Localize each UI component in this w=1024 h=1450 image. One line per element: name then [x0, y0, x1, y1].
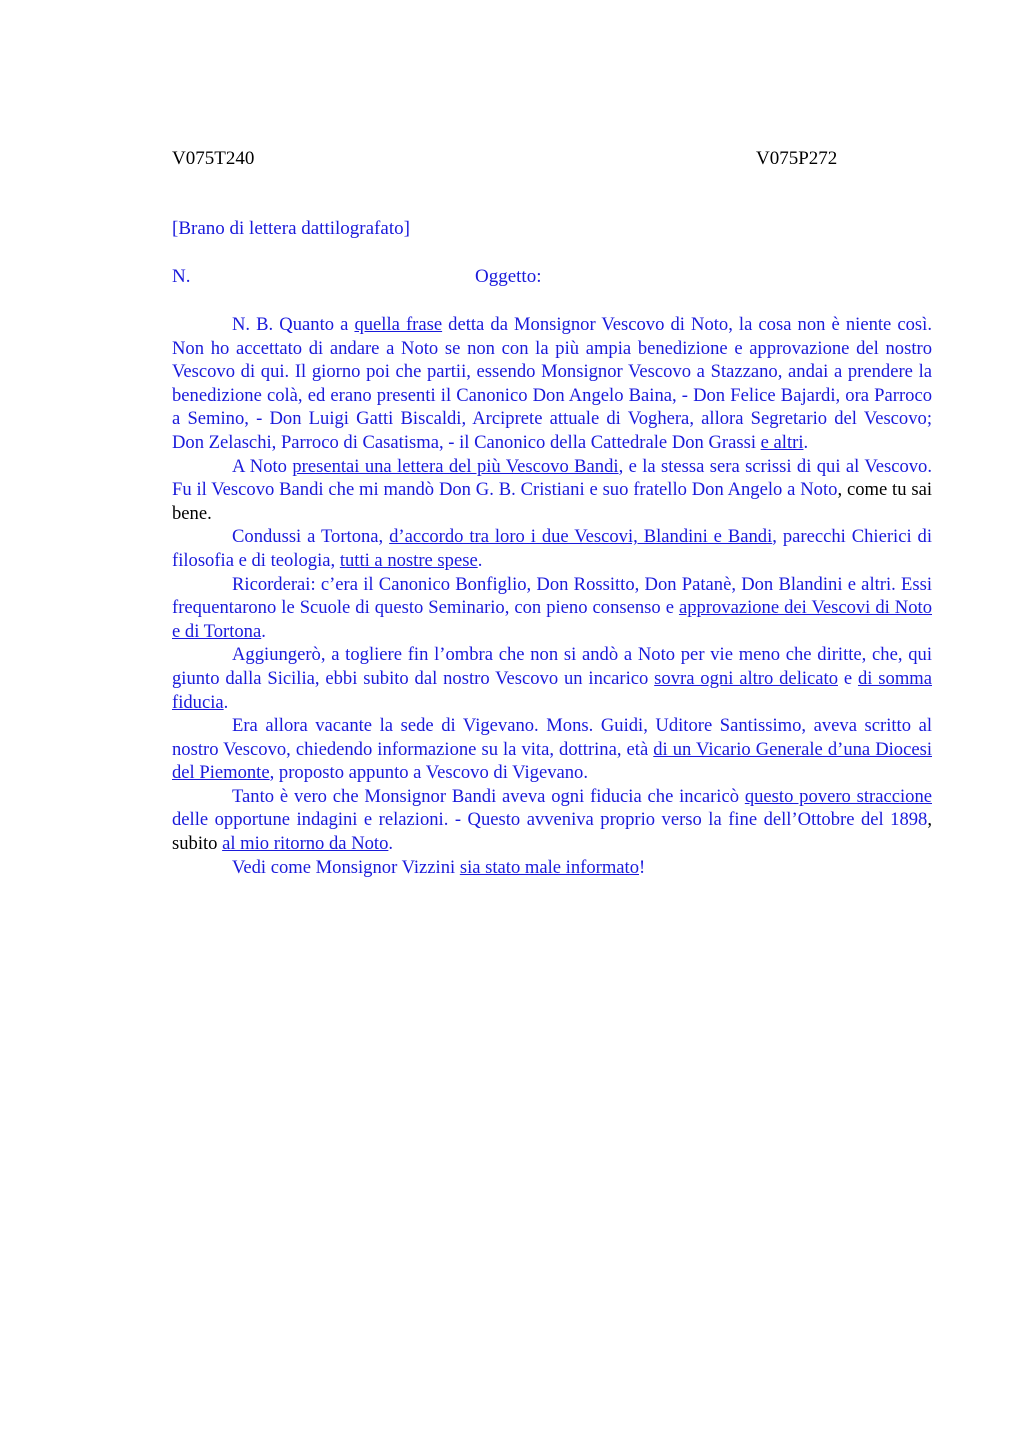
- underlined-phrase: al mio ritorno da Noto: [222, 833, 389, 855]
- editorial-note: [Brano di lettera dattilografato]: [172, 218, 410, 239]
- text-segment: , parecchi Chierici di filosofia e di teologia,: [172, 526, 932, 571]
- document-code-right: V075P272: [756, 148, 838, 169]
- text-segment: Condussi a Tortona,: [232, 526, 390, 548]
- text-segment: .: [223, 691, 229, 713]
- text-segment: A Noto: [232, 455, 293, 477]
- text-segment: Tanto è vero che Monsignor Bandi aveva ogni fiducia che incaricò: [232, 785, 745, 807]
- text-segment: , subito: [172, 809, 932, 855]
- text-segment: .: [388, 833, 394, 855]
- letter-paragraph: [172, 455, 932, 526]
- text-segment: , e la stessa sera scrissi di qui al Vescovo. Fu il Vescovo Bandi che mi mandò Don G. B. Cristiani e suo fratello Don Angelo a Noto: [172, 455, 933, 501]
- letter-paragraph: [172, 525, 932, 572]
- text-segment: delle opportune indagini e relazioni. - Questo avveniva proprio verso la fine dell’Ottobre del 1898: [172, 809, 928, 831]
- underlined-phrase: questo povero straccione: [744, 785, 932, 807]
- text-segment: Aggiungerò, a togliere fin l’ombra che non si andò a Noto per vie meno che diritte, che, qui giunto dalla Sicilia, ebbi subito dal nostro Vescovo un incarico: [172, 644, 932, 689]
- text-segment: .: [803, 431, 809, 453]
- document-code-left: V075T240: [172, 148, 255, 169]
- underlined-phrase: d’accordo tra loro i due Vescovi, Blandini e Bandi: [389, 526, 773, 548]
- text-segment: Ricorderai: c’era il Canonico Bonfiglio, Don Rossitto, Don Patanè, Don Blandini e altri. Essi frequentarono le Scuole di questo Seminario, con pieno consenso e: [172, 573, 932, 619]
- text-segment: !: [639, 856, 646, 878]
- text-segment: detta da Monsignor Vescovo di Noto, la cosa non è niente così. Non ho accettato di andare a Noto se non con la più ampia benedizione e approvazione del nostro Vescovo di qui. Il giorno poi che partii, essendo Monsignor Vescovo a Stazzano, andai a prendere la benedizione colà, ed erano presenti il Canonico Don Angelo Baina, - Don Felice Bajardi, ora Parroco a Semino, - Don Luigi Gatti Biscaldi, Arciprete attuale di Voghera, allora Segretario del Vescovo; Don Zelaschi, Parroco di Casatisma, - il Canonico della Cattedrale Don Grassi: [172, 314, 932, 453]
- underlined-phrase: sovra ogni altro delicato: [654, 667, 838, 689]
- underlined-phrase: e altri: [760, 431, 804, 453]
- underlined-phrase: di un Vicario Generale d’una Diocesi del Piemonte: [172, 738, 932, 784]
- text-segment: , proposto appunto a Vescovo di Vigevano.: [269, 762, 588, 784]
- subject-label: Oggetto:: [475, 266, 542, 287]
- text-segment: , come tu sai bene.: [172, 479, 932, 524]
- letter-paragraph: [172, 714, 932, 785]
- underlined-phrase: di somma fiducia: [172, 667, 932, 713]
- underlined-phrase: quella frase: [354, 314, 443, 335]
- letter-paragraph: [172, 643, 932, 714]
- letter-paragraph: [172, 573, 932, 644]
- text-segment: e: [838, 667, 858, 689]
- underlined-phrase: presentai una lettera del più Vescovo Bandi: [292, 455, 619, 477]
- text-segment: Era allora vacante la sede di Vigevano. Mons. Guidi, Uditore Santissimo, aveva scritto al nostro Vescovo, chiedendo informazione su la vita, dottrina, età: [172, 715, 932, 760]
- underlined-phrase: sia stato male informato: [459, 856, 640, 878]
- letter-body: [172, 313, 932, 879]
- text-segment: .: [261, 620, 266, 642]
- letter-paragraph: [172, 785, 932, 856]
- text-segment: N. B. Quanto a: [232, 314, 355, 335]
- number-label: N.: [172, 266, 191, 287]
- text-segment: .: [477, 549, 483, 571]
- text-segment: Vedi come Monsignor Vizzini: [232, 856, 460, 878]
- letter-paragraph: [172, 856, 932, 880]
- letter-paragraph: [172, 313, 932, 455]
- underlined-phrase: approvazione dei Vescovi di Noto e di Tortona: [172, 597, 932, 642]
- underlined-phrase: tutti a nostre spese: [339, 549, 478, 571]
